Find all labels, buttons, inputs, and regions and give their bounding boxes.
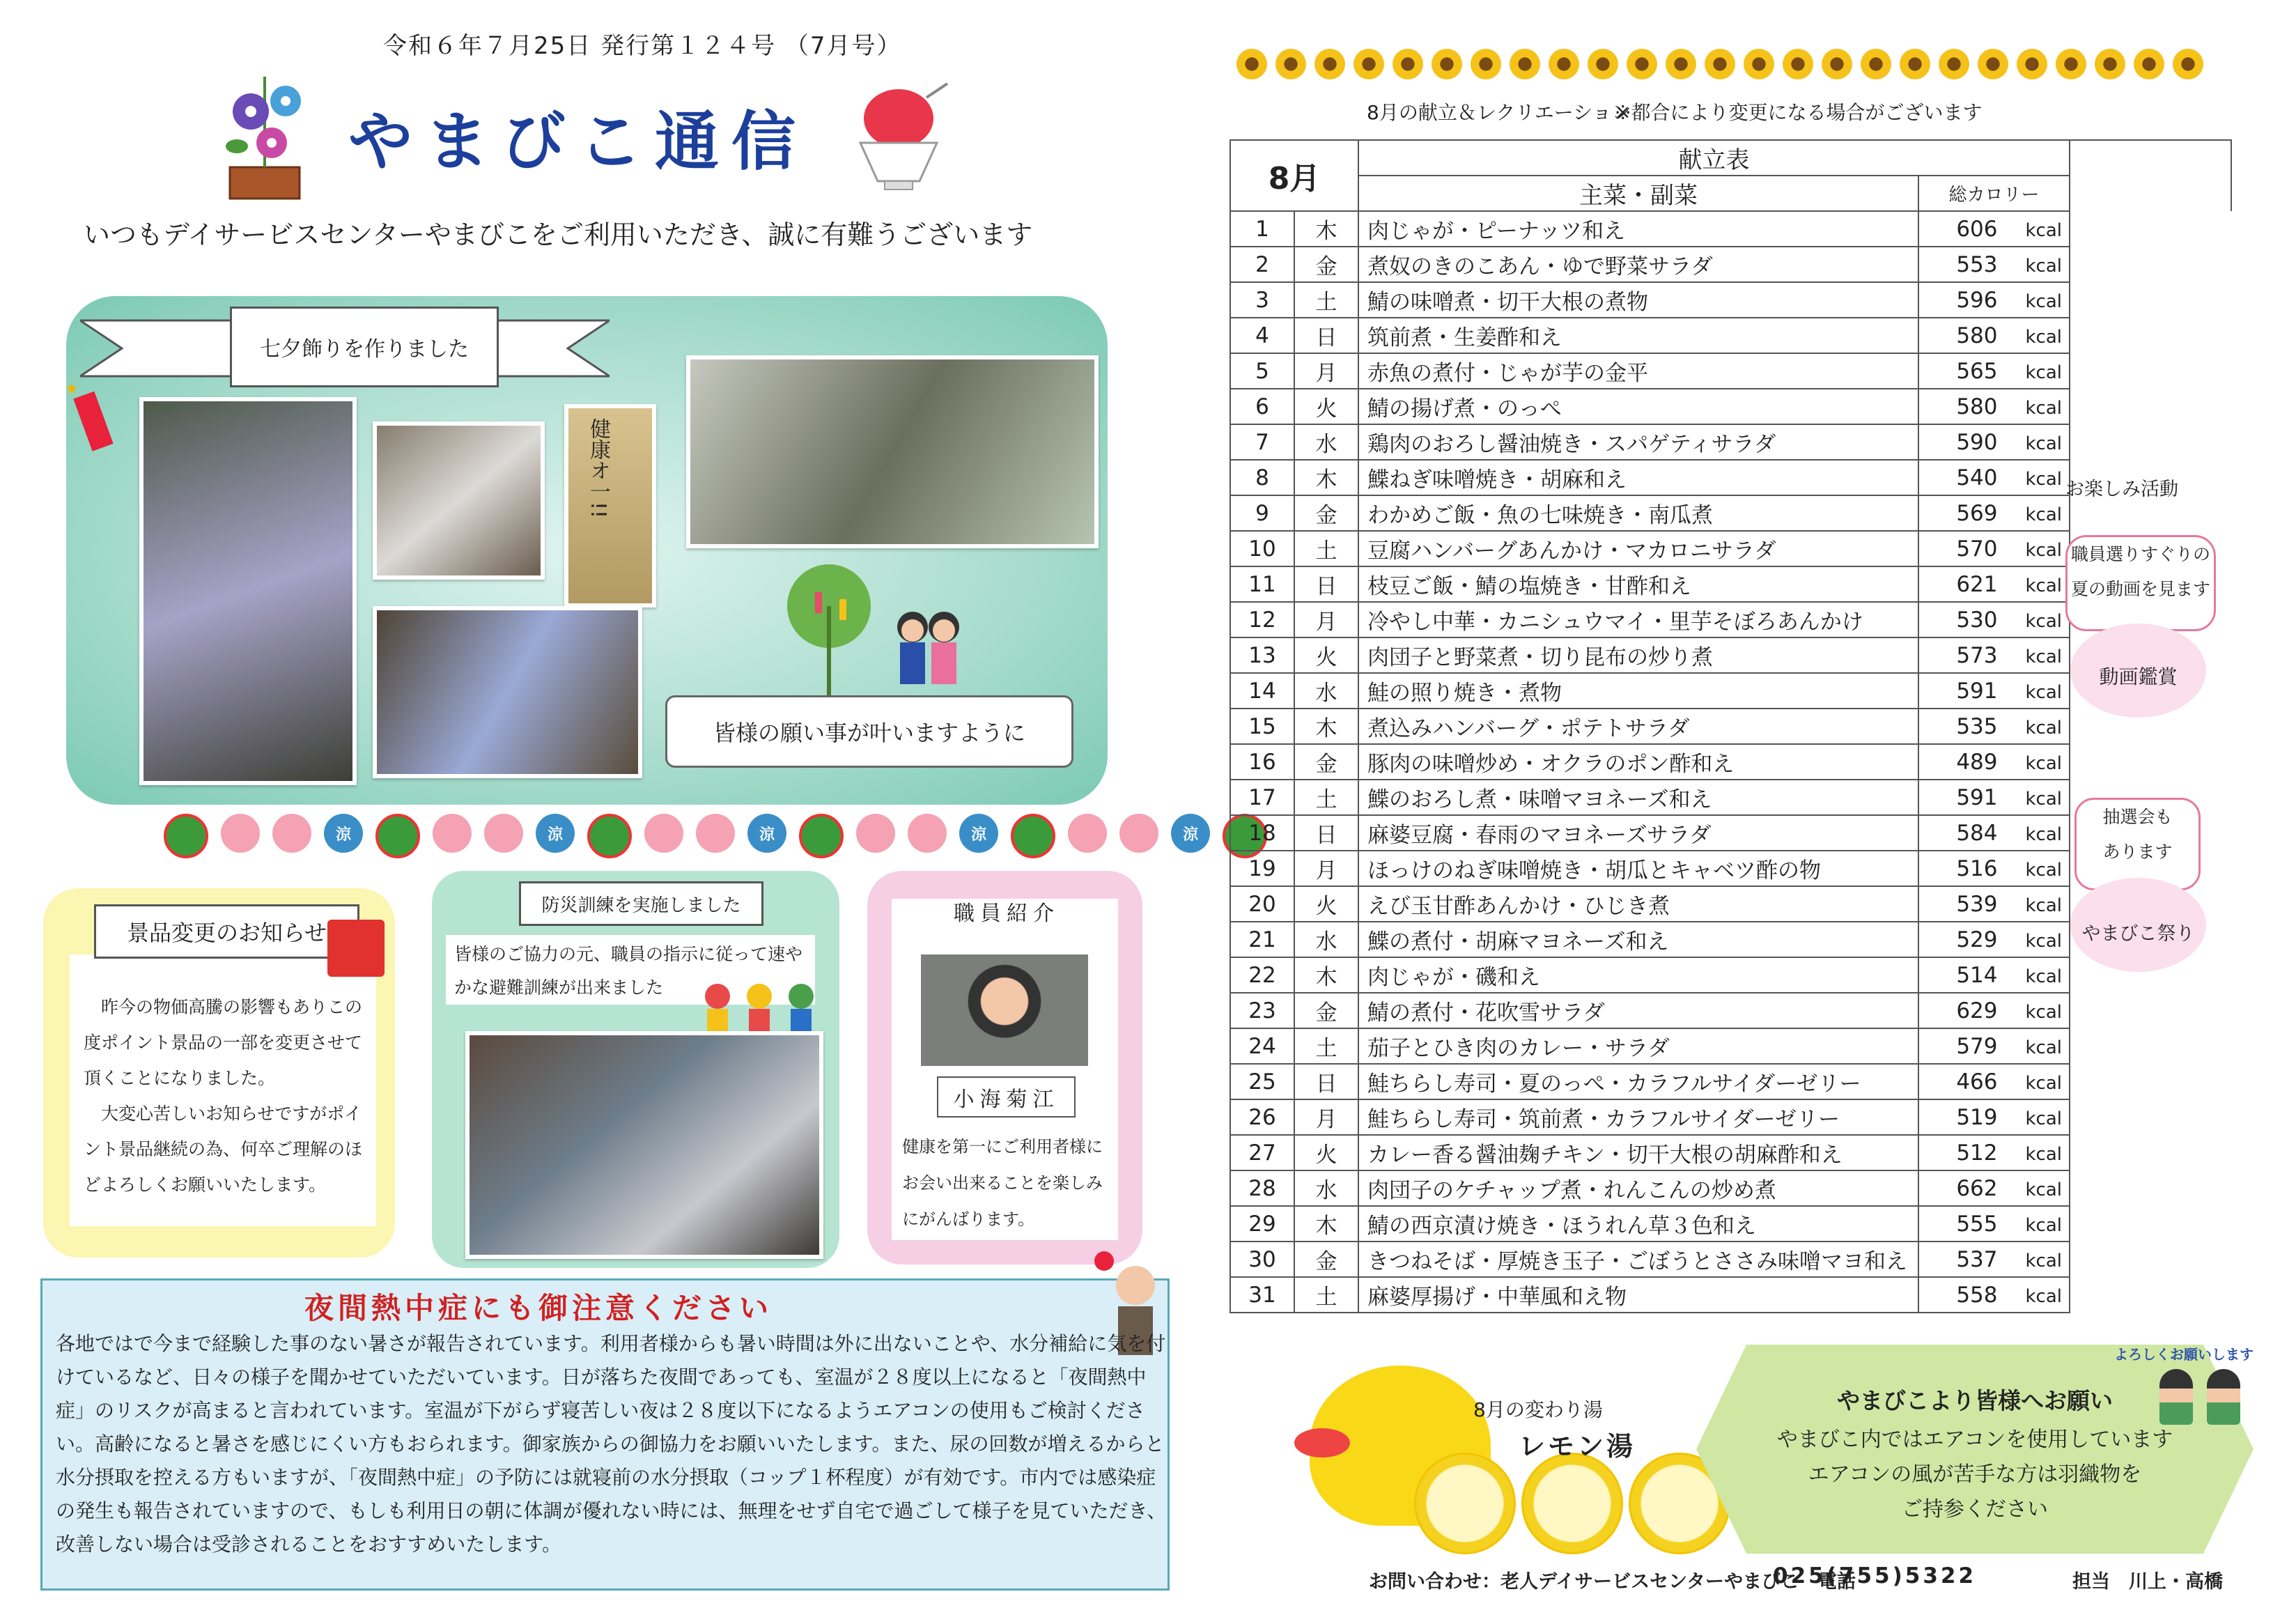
- menu-day: 10: [1230, 531, 1294, 566]
- menu-day: 22: [1230, 957, 1294, 993]
- menu-weekday: 火: [1294, 389, 1358, 424]
- sunflower-icon: [1353, 49, 1384, 79]
- menu-calorie: 529: [1956, 927, 1998, 952]
- sunflower-icon: [2017, 49, 2047, 79]
- menu-calorie-unit: kcal: [2025, 823, 2062, 845]
- request-tag: よろしくお願いします: [2114, 1346, 2254, 1363]
- menu-calorie-cell: [1918, 211, 2070, 247]
- menu-dish: 鰈のおろし煮・味噌マヨネーズ和え: [1358, 780, 1918, 815]
- menu-row: [1230, 353, 2231, 389]
- lemon-slices: [1414, 1453, 1730, 1554]
- activities-column: [2070, 140, 2231, 211]
- menu-col-dish: 主菜・副菜: [1358, 176, 1918, 211]
- menu-weekday: 金: [1294, 495, 1358, 531]
- menu-weekday: 日: [1294, 815, 1358, 851]
- menu-row: [1230, 709, 2231, 744]
- activity-event-1: 動画鑑賞: [2099, 665, 2178, 688]
- menu-calorie-cell: [1918, 957, 2070, 993]
- menu-calorie-unit: kcal: [2025, 291, 2062, 312]
- menu-row: [1230, 282, 2231, 318]
- menu-calorie-unit: kcal: [2025, 717, 2062, 738]
- menu-day: 20: [1230, 886, 1294, 922]
- menu-calorie-unit: kcal: [2025, 575, 2062, 596]
- menu-dish: 枝豆ご飯・鯖の塩焼き・甘酢和え: [1358, 566, 1918, 602]
- menu-calorie-unit: kcal: [2025, 219, 2062, 241]
- menu-dish: 鯖の揚げ煮・のっぺ: [1358, 389, 1918, 424]
- menu-calorie-unit: kcal: [2025, 752, 2062, 774]
- menu-row: [1230, 1170, 2231, 1206]
- menu-calorie-cell: [1918, 673, 2070, 709]
- menu-weekday: 木: [1294, 211, 1358, 247]
- menu-calorie-unit: kcal: [2025, 1072, 2062, 1094]
- menu-calorie: 573: [1956, 642, 1998, 668]
- menu-dish: わかめご飯・魚の七味焼き・南瓜煮: [1358, 495, 1918, 531]
- menu-dish: 鰈ねぎ味噌焼き・胡麻和え: [1358, 460, 1918, 495]
- fan-icon: 涼: [536, 814, 575, 853]
- menu-calorie: 570: [1956, 536, 1998, 562]
- menu-dish: 豚肉の味噌炒め・オクラのポン酢和え: [1358, 744, 1918, 780]
- newsletter-title: やまびこ通信: [348, 104, 809, 179]
- menu-day: 1: [1230, 211, 1294, 247]
- contact-label: お問い合わせ：老人デイサービスセンターやまびこ 電話: [1369, 1571, 1856, 1593]
- lemon-icon: [1521, 1453, 1623, 1554]
- menu-calorie-unit: kcal: [2025, 788, 2062, 810]
- bath-subtitle: 8月の変わり湯: [1473, 1398, 1603, 1421]
- menu-calorie-cell: [1918, 318, 2070, 353]
- menu-dish: きつねそば・厚焼き玉子・ごぼうとささみ味噌マヨ和え: [1358, 1242, 1918, 1277]
- menu-calorie-cell: [1918, 1099, 2070, 1135]
- menu-calorie-unit: kcal: [2025, 610, 2062, 632]
- menu-day: 24: [1230, 1028, 1294, 1064]
- request-line-2: エアコンの風が苦手な方は羽織物を: [1808, 1462, 2142, 1487]
- menu-day: 27: [1230, 1135, 1294, 1170]
- menu-calorie-cell: [1918, 460, 2070, 495]
- menu-calorie: 558: [1956, 1282, 1998, 1308]
- menu-calorie-unit: kcal: [2025, 895, 2062, 916]
- menu-dish: 肉団子と野菜煮・切り昆布の炒り煮: [1358, 637, 1918, 673]
- menu-dish: 肉団子のケチャップ煮・れんこんの炒め煮: [1358, 1170, 1918, 1206]
- menu-row: [1230, 1135, 2231, 1170]
- menu-note: ※都合により変更になる場合がございます: [1615, 101, 1983, 124]
- menu-weekday: 木: [1294, 460, 1358, 495]
- menu-calorie: 606: [1956, 216, 1998, 242]
- menu-row: [1230, 318, 2231, 353]
- menu-calorie-unit: kcal: [2025, 681, 2062, 703]
- menu-calorie-unit: kcal: [2025, 1179, 2062, 1200]
- menu-calorie: 489: [1956, 749, 1998, 775]
- sunflower-icon: [1705, 49, 1735, 79]
- fan-icon: 涼: [959, 814, 998, 853]
- menu-dish: 煮奴のきのこあん・ゆで野菜サラダ: [1358, 247, 1918, 282]
- menu-row: [1230, 247, 2231, 282]
- menu-weekday: 金: [1294, 1242, 1358, 1277]
- sunflower-icon: [1549, 49, 1579, 79]
- menu-row: [1230, 1028, 2231, 1064]
- prize-notice-heading: 景品変更のお知らせ: [94, 904, 359, 959]
- request-body: [1696, 1423, 2254, 1527]
- menu-calorie-cell: [1918, 282, 2070, 318]
- menu-dish: 肉じゃが・ピーナッツ和え: [1358, 211, 1918, 247]
- sunflower-row: [1236, 49, 2203, 79]
- menu-calorie: 579: [1956, 1033, 1998, 1059]
- menu-row: [1230, 424, 2231, 460]
- menu-row: [1230, 1064, 2231, 1099]
- menu-row: [1230, 957, 2231, 993]
- menu-calorie: 569: [1956, 500, 1998, 526]
- menu-calorie-cell: [1918, 993, 2070, 1028]
- menu-calorie-unit: kcal: [2025, 1143, 2062, 1165]
- menu-weekday: 金: [1294, 993, 1358, 1028]
- menu-calorie: 580: [1956, 394, 1998, 419]
- tanzaku-text: 健康オ一!!: [586, 418, 610, 519]
- menu-weekday: 日: [1294, 318, 1358, 353]
- menu-calorie: 466: [1956, 1069, 1998, 1095]
- sunflower-icon: [1275, 49, 1306, 79]
- tanabata-heading: 七夕飾りを作りました: [230, 307, 499, 387]
- activity-2-line-1: 抽選会も: [2102, 807, 2173, 827]
- menu-day: 30: [1230, 1242, 1294, 1277]
- menu-dish: 麻婆厚揚げ・中華風和え物: [1358, 1277, 1918, 1313]
- menu-dish: 鯖の西京漬け焼き・ほうれん草３色和え: [1358, 1206, 1918, 1242]
- menu-calorie: 580: [1956, 323, 1998, 348]
- menu-day: 18: [1230, 815, 1294, 851]
- menu-calorie: 539: [1956, 891, 1998, 917]
- sunflower-icon: [1861, 49, 1891, 79]
- request-line-1: やまびこ内ではエアコンを使用しています: [1776, 1428, 2173, 1452]
- activity-2-line-2: あります: [2102, 842, 2173, 862]
- menu-weekday: 火: [1294, 637, 1358, 673]
- menu-calorie: 584: [1956, 820, 1998, 846]
- menu-day: 15: [1230, 709, 1294, 744]
- menu-row: [1230, 1277, 2231, 1313]
- sunflower-icon: [1236, 49, 1267, 79]
- sunflower-icon: [1471, 49, 1501, 79]
- menu-dish: 麻婆豆腐・春雨のマヨネーズサラダ: [1358, 815, 1918, 851]
- menu-calorie-cell: [1918, 851, 2070, 886]
- activity-1-line-1: 職員選りすぐりの: [2070, 544, 2210, 564]
- menu-day: 29: [1230, 1206, 1294, 1242]
- menu-calorie-unit: kcal: [2025, 326, 2062, 348]
- menu-calorie-cell: [1918, 531, 2070, 566]
- menu-table: [1230, 139, 2232, 1313]
- menu-weekday: 金: [1294, 744, 1358, 780]
- menu-calorie-unit: kcal: [2025, 504, 2062, 525]
- menu-dish: 肉じゃが・磯和え: [1358, 957, 1918, 993]
- menu-calorie-cell: [1918, 1242, 2070, 1277]
- menu-calorie-unit: kcal: [2025, 1250, 2062, 1271]
- contact-phone: 025(755)5322: [1773, 1563, 1977, 1588]
- menu-calorie-unit: kcal: [2025, 433, 2062, 454]
- menu-calorie-cell: [1918, 1170, 2070, 1206]
- menu-day: 17: [1230, 780, 1294, 815]
- menu-calorie: 535: [1956, 713, 1998, 739]
- menu-weekday: 土: [1294, 282, 1358, 318]
- menu-calorie-cell: [1918, 1135, 2070, 1170]
- menu-row: [1230, 1206, 2231, 1242]
- drill-text: 皆様のご協力の元、職員の指示に従って速やかな避難訓練が出来ました: [446, 935, 815, 1005]
- sunflower-icon: [1978, 49, 2008, 79]
- menu-dish: 豆腐ハンバーグあんかけ・マカロニサラダ: [1358, 531, 1918, 566]
- sunflower-icon: [1588, 49, 1618, 79]
- menu-calorie-cell: [1918, 1277, 2070, 1313]
- menu-day: 23: [1230, 993, 1294, 1028]
- menu-dish: 煮込みハンバーグ・ポテトサラダ: [1358, 709, 1918, 744]
- sunflower-icon: [1744, 49, 1774, 79]
- menu-calorie-cell: [1918, 922, 2070, 957]
- menu-weekday: 水: [1294, 673, 1358, 709]
- sunflower-icon: [1432, 49, 1462, 79]
- sunflower-icon: [1510, 49, 1540, 79]
- menu-calorie-cell: [1918, 353, 2070, 389]
- menu-calorie: 537: [1956, 1246, 1998, 1272]
- menu-calorie-unit: kcal: [2025, 1108, 2062, 1129]
- menu-day: 11: [1230, 566, 1294, 602]
- menu-calorie: 512: [1956, 1140, 1998, 1166]
- menu-calorie: 590: [1956, 429, 1998, 455]
- menu-day: 8: [1230, 460, 1294, 495]
- wish-message: 皆様の願い事が叶いますように: [665, 695, 1073, 768]
- drill-heading: 防災訓練を実施しました: [519, 881, 763, 926]
- menu-day: 31: [1230, 1277, 1294, 1313]
- menu-day: 13: [1230, 637, 1294, 673]
- menu-day: 5: [1230, 353, 1294, 389]
- sunflower-icon: [2056, 49, 2086, 79]
- menu-dish: 鮭ちらし寿司・夏のっぺ・カラフルサイダーゼリー: [1358, 1064, 1918, 1099]
- menu-calorie-cell: [1918, 637, 2070, 673]
- menu-weekday: 土: [1294, 1277, 1358, 1313]
- menu-calorie-unit: kcal: [2025, 1001, 2062, 1023]
- menu-calorie: 553: [1956, 252, 1998, 277]
- menu-dish: 赤魚の煮付・じゃが芋の金平: [1358, 353, 1918, 389]
- menu-dish: 茄子とひき肉のカレー・サラダ: [1358, 1028, 1918, 1064]
- menu-dish: 鮭の照り焼き・煮物: [1358, 673, 1918, 709]
- menu-day: 3: [1230, 282, 1294, 318]
- sunflower-icon: [1666, 49, 1696, 79]
- menu-calorie-unit: kcal: [2025, 397, 2062, 419]
- contact-staff: 担当 川上・高橋: [2072, 1571, 2223, 1593]
- menu-dish: 鰈の煮付・胡麻マヨネーズ和え: [1358, 922, 1918, 957]
- menu-weekday: 月: [1294, 851, 1358, 886]
- menu-calorie: 519: [1956, 1104, 1998, 1130]
- staff-name: 小海菊江: [937, 1076, 1076, 1118]
- activity-event-2: やまびこ祭り: [2081, 923, 2195, 945]
- activity-bubble-1: [2065, 535, 2216, 631]
- menu-calorie: 514: [1956, 962, 1998, 988]
- menu-day: 6: [1230, 389, 1294, 424]
- svg-text:★: ★: [65, 380, 79, 398]
- sunflower-icon: [1900, 49, 1930, 79]
- menu-calorie: 565: [1956, 358, 1998, 384]
- heatstroke-title: 夜間熱中症にも御注意ください: [304, 1291, 773, 1325]
- menu-calorie-cell: [1918, 566, 2070, 602]
- menu-weekday: 月: [1294, 1099, 1358, 1135]
- heatstroke-body: 各地ではで今まで経験した事のない暑さが報告されています。利用者様からも暑い時間は外に出ないことや、水分補給に気を付けているなど、日々の様子を聞かせていただいています。日が落ちた夜間であっても、室温が２８度以上になると「夜間熱中症」のリスクが高まると言われています。室温が下がらず寝苦しい夜は２８度以下になるようエアコンの使用もご検討ください。高齢になると暑さを感じにくい方もおられます。御家族からの御協力をお願いいたします。また、尿の回数が増えるからと水分摂取を控える方もいますが、「夜間熱中症」の予防には就寝前の水分摂取（コップ１杯程度）が有効です。市内では感染症の発生も報告されていますので、もしも利用日の朝に体調が優れない時には、無理をせず自宅で過ごして様子を見ていただき、改善しない場合は受診されることをおすすめいたします。: [56, 1332, 1167, 1556]
- menu-calorie: 621: [1956, 571, 1998, 597]
- menu-day: 9: [1230, 495, 1294, 531]
- menu-calorie-cell: [1918, 1028, 2070, 1064]
- menu-calorie: 540: [1956, 465, 1998, 490]
- menu-day: 26: [1230, 1099, 1294, 1135]
- menu-dish: えび玉甘酢あんかけ・ひじき煮: [1358, 886, 1918, 922]
- menu-weekday: 木: [1294, 1206, 1358, 1242]
- sunflower-icon: [2173, 49, 2203, 79]
- sunflower-icon: [1783, 49, 1813, 79]
- menu-calorie-unit: kcal: [2025, 255, 2062, 277]
- menu-dish: 鯖の煮付・花吹雪サラダ: [1358, 993, 1918, 1028]
- menu-weekday: 金: [1294, 247, 1358, 282]
- menu-calorie-cell: [1918, 247, 2070, 282]
- menu-weekday: 火: [1294, 886, 1358, 922]
- menu-weekday: 木: [1294, 709, 1358, 744]
- sunflower-icon: [1939, 49, 1969, 79]
- menu-day: 25: [1230, 1064, 1294, 1099]
- menu-dish: 冷やし中華・カニシュウマイ・里芋そぼろあんかけ: [1358, 602, 1918, 637]
- menu-day: 12: [1230, 602, 1294, 637]
- menu-month: 8月: [1230, 140, 1358, 211]
- menu-day: 4: [1230, 318, 1294, 353]
- staff-message: 健康を第一にご利用者様にお会い出来ることを楽しみにがんばります。: [902, 1137, 1103, 1229]
- menu-dish: 鶏肉のおろし醤油焼き・スパゲティサラダ: [1358, 424, 1918, 460]
- menu-weekday: 水: [1294, 424, 1358, 460]
- menu-weekday: 水: [1294, 922, 1358, 957]
- greeting-text: いつもデイサービスセンターやまびこをご利用いただき、誠に有難うございます: [84, 219, 1033, 250]
- menu-weekday: 水: [1294, 1170, 1358, 1206]
- menu-calorie-cell: [1918, 709, 2070, 744]
- prize-paragraph-1: 昨今の物価高騰の影響もありこの度ポイント景品の一部を変更させて頂くことになりました。: [84, 997, 363, 1088]
- menu-calorie: 591: [1956, 784, 1998, 810]
- menu-weekday: 日: [1294, 1064, 1358, 1099]
- menu-col-cal: 総カロリー: [1918, 176, 2070, 211]
- sunflower-icon: [1627, 49, 1657, 79]
- menu-day: 28: [1230, 1170, 1294, 1206]
- menu-calorie: 662: [1956, 1175, 1998, 1201]
- staff-heading: 職員紹介: [954, 902, 1060, 926]
- menu-dish: 鮭ちらし寿司・筑前煮・カラフルサイダーゼリー: [1358, 1099, 1918, 1135]
- menu-dish: 筑前煮・生姜酢和え: [1358, 318, 1918, 353]
- menu-calorie-cell: [1918, 744, 2070, 780]
- menu-calorie: 530: [1956, 607, 1998, 633]
- menu-calorie-unit: kcal: [2025, 966, 2062, 987]
- menu-calorie-unit: kcal: [2025, 468, 2062, 490]
- fan-icon: 涼: [747, 814, 786, 853]
- menu-weekday: 土: [1294, 1028, 1358, 1064]
- menu-day: 7: [1230, 424, 1294, 460]
- bath-title: レモン湯: [1519, 1431, 1636, 1462]
- menu-calorie: 596: [1956, 287, 1998, 313]
- fan-icon: 涼: [1171, 814, 1210, 853]
- duck-beak-icon: [1294, 1428, 1350, 1457]
- menu-calorie-cell: [1918, 495, 2070, 531]
- menu-calorie-cell: [1918, 602, 2070, 637]
- sunflower-icon: [2134, 49, 2164, 79]
- menu-calorie-unit: kcal: [2025, 1037, 2062, 1058]
- menu-weekday: 日: [1294, 566, 1358, 602]
- menu-calorie-cell: [1918, 780, 2070, 815]
- prize-paragraph-2: 大変心苦しいお知らせですがポイント景品継続の為、何卒ご理解のほどよろしくお願いいたします。: [84, 1104, 363, 1195]
- menu-weekday: 土: [1294, 531, 1358, 566]
- sunflower-icon: [1822, 49, 1852, 79]
- menu-calorie: 555: [1956, 1211, 1998, 1237]
- activities-heading: お楽しみ活動: [2065, 479, 2178, 500]
- sunflower-icon: [1314, 49, 1345, 79]
- menu-calorie-cell: [1918, 1064, 2070, 1099]
- request-line-3: ご持参ください: [1902, 1497, 2048, 1522]
- sunflower-icon: [1393, 49, 1423, 79]
- menu-heading: 8月の献立＆レクリエーション: [1367, 101, 1631, 124]
- menu-row: [1230, 1242, 2231, 1277]
- menu-weekday: 木: [1294, 957, 1358, 993]
- menu-calorie: 591: [1956, 678, 1998, 704]
- menu-row: [1230, 993, 2231, 1028]
- menu-calorie-cell: [1918, 886, 2070, 922]
- lemon-icon: [1414, 1453, 1516, 1554]
- menu-calorie-cell: [1918, 389, 2070, 424]
- menu-calorie-cell: [1918, 1206, 2070, 1242]
- menu-dish: カレー香る醤油麹チキン・切干大根の胡麻酢和え: [1358, 1135, 1918, 1170]
- menu-day: 21: [1230, 922, 1294, 957]
- menu-weekday: 火: [1294, 1135, 1358, 1170]
- activity-1-line-2: 夏の動画を見ます: [2070, 579, 2210, 599]
- menu-table-title: 献立表: [1358, 140, 2070, 176]
- issue-info: 令和６年７月25日 発行第１２４号 （7月号）: [383, 32, 902, 60]
- request-title: やまびこより皆様へお願い: [1837, 1387, 2113, 1414]
- activity-bubble-2: [2074, 798, 2201, 890]
- menu-calorie-unit: kcal: [2025, 362, 2062, 383]
- menu-calorie: 516: [1956, 856, 1998, 881]
- menu-calorie-unit: kcal: [2025, 1285, 2062, 1307]
- menu-calorie-cell: [1918, 815, 2070, 851]
- menu-weekday: 土: [1294, 780, 1358, 815]
- menu-day: 19: [1230, 851, 1294, 886]
- menu-calorie: 629: [1956, 998, 1998, 1023]
- menu-weekday: 月: [1294, 602, 1358, 637]
- menu-calorie-unit: kcal: [2025, 539, 2062, 561]
- menu-day: 14: [1230, 673, 1294, 709]
- menu-day: 2: [1230, 247, 1294, 282]
- menu-calorie-unit: kcal: [2025, 930, 2062, 952]
- menu-row: [1230, 389, 2231, 424]
- menu-calorie-unit: kcal: [2025, 859, 2062, 881]
- menu-calorie-cell: [1918, 424, 2070, 460]
- fan-icon: 涼: [324, 814, 363, 853]
- sunflower-icon: [2095, 49, 2125, 79]
- menu-row: [1230, 1099, 2231, 1135]
- menu-dish: 鯖の味噌煮・切干大根の煮物: [1358, 282, 1918, 318]
- menu-weekday: 月: [1294, 353, 1358, 389]
- menu-rows: [1230, 211, 2231, 1313]
- menu-day: 16: [1230, 744, 1294, 780]
- menu-row: [1230, 744, 2231, 780]
- menu-dish: ほっけのねぎ味噌焼き・胡瓜とキャベツ酢の物: [1358, 851, 1918, 886]
- menu-calorie-unit: kcal: [2025, 646, 2062, 667]
- menu-calorie-unit: kcal: [2025, 1214, 2062, 1236]
- menu-row: [1230, 211, 2231, 247]
